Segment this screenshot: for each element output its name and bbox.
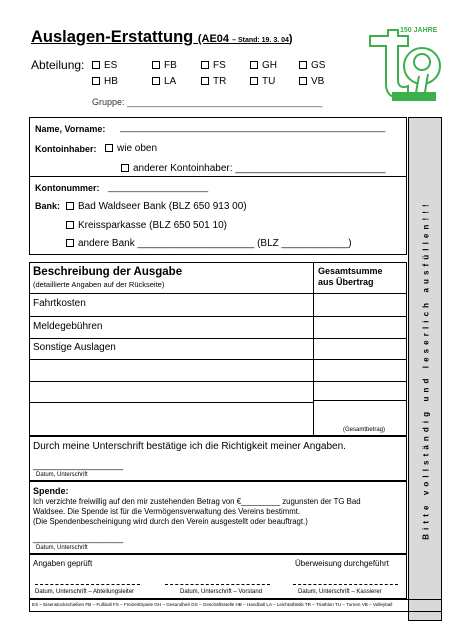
divider [29, 176, 407, 177]
blz-close: ) [348, 238, 352, 249]
gesamtbetrag-label: (Gesamtbetrag) [343, 427, 386, 433]
checkbox-icon [66, 239, 74, 247]
anderer-field: ___________________________ [235, 163, 386, 174]
sig-line-vorstand[interactable] [165, 584, 270, 585]
side-note-bar [408, 117, 442, 621]
logo-jahre: 150 JAHRE [400, 27, 438, 34]
checkbox-tu[interactable] [250, 76, 299, 87]
label-vb: VB [311, 76, 325, 87]
checkbox-bank1[interactable] [66, 201, 247, 212]
name-field[interactable]: _____________________________________________________ [120, 122, 386, 132]
checkbox-icon [299, 77, 307, 85]
kontonummer-label: Kontonummer: [35, 183, 100, 193]
gruppe-line: _______________________________________ [127, 97, 323, 107]
checkbox-icon [299, 61, 307, 69]
amount-gesamt[interactable] [315, 401, 405, 435]
checkbox-vb[interactable] [299, 76, 348, 87]
label-gh: GH [262, 60, 277, 71]
row-divider [29, 381, 407, 382]
spende-line-3: (Die Spendenbescheinigung wird durch den Verein ausgestellt oder beauftragt.) [33, 517, 308, 526]
label-hb: HB [104, 76, 118, 87]
label-fs: FS [213, 60, 226, 71]
wie-oben-label: wie oben [117, 143, 158, 154]
label-la: LA [164, 76, 177, 87]
amount-meldegebuehren[interactable] [315, 317, 405, 337]
label-tu: TU [262, 76, 276, 87]
kontoinhaber-label: Kontoinhaber: [35, 144, 97, 154]
row-fahrtkosten: Fahrtkosten [33, 298, 86, 309]
checkbox-la[interactable] [152, 76, 201, 87]
code-close: ) [288, 33, 293, 45]
beschreibung-subtitle: (detaillierte Angaben auf der Rückseite) [33, 280, 165, 289]
bank3-label: andere Bank [78, 238, 135, 249]
checkbox-wie-oben[interactable] [105, 143, 157, 154]
row-sonstige: Sonstige Auslagen [33, 342, 116, 353]
checkbox-es[interactable] [92, 60, 152, 71]
row-divider [29, 402, 314, 403]
abteilung-row-2 [92, 76, 392, 87]
checkbox-icon [201, 77, 209, 85]
checkbox-fs[interactable] [201, 60, 250, 71]
gruppe-field[interactable] [92, 97, 322, 107]
checkbox-fb[interactable] [152, 60, 201, 71]
blz-label: (BLZ [257, 238, 279, 249]
gruppe-label: Gruppe: [92, 97, 125, 107]
bank1-label: Bad Waldseer Bank (BLZ 650 913 00) [78, 201, 247, 212]
checkbox-hb[interactable] [92, 76, 152, 87]
checkbox-icon [250, 61, 258, 69]
spende-line-1: Ich verzichte freiwillig auf den mir zustehenden Betrag von €_________ zugunsten der TG Bad [33, 497, 361, 506]
form-title [31, 28, 293, 47]
checkbox-tr[interactable] [201, 76, 250, 87]
label-fb: FB [164, 60, 177, 71]
abteilung-label: Abteilung: [31, 58, 85, 72]
bestaetigung-text: Durch meine Unterschrift bestätige ich die Richtigkeit meiner Angaben. [33, 441, 346, 452]
sig-label-vorstand: Datum, Unterschrift – Vorstand [180, 589, 263, 595]
sig-line-abteilungsleiter[interactable] [35, 584, 140, 585]
checkbox-icon [250, 77, 258, 85]
anderer-label: anderer Kontoinhaber: [133, 163, 233, 174]
checkbox-icon [201, 61, 209, 69]
bank-label: Bank: [35, 201, 61, 211]
sig-label-kassierer: Datum, Unterschrift – Kassierer [298, 589, 382, 595]
title-code [198, 33, 293, 45]
department-legend: ES – Eisenstockschießen FB – Fußball FS – Freizeit/Spiele GH – Gesundheit GS – Geschäftsstelle HB – Handball LA – Leichtathletik TR – Triathlon TU – Turnen VB – Volleyball [32, 602, 393, 607]
uebertrag-label: aus Übertrag [318, 277, 374, 287]
spende-sig-label: Datum, Unterschrift [36, 545, 88, 551]
abteilung-row-1 [92, 60, 392, 71]
spende-title: Spende: [33, 486, 69, 496]
bestaetigung-sig-line[interactable]: __________________ [33, 460, 124, 470]
spende-sig-line[interactable]: __________________ [33, 533, 124, 543]
checkbox-icon [121, 164, 129, 172]
bestaetigung-sig-label: Datum, Unterschrift [36, 472, 88, 478]
checkbox-icon [105, 144, 113, 152]
checkbox-anderer[interactable] [121, 163, 385, 174]
title-text: Auslagen-Erstattung [31, 28, 194, 46]
gesamt-label: Gesamtsumme [318, 266, 383, 276]
checkbox-icon [92, 61, 100, 69]
sig-line-kassierer[interactable] [293, 584, 398, 585]
checkbox-bank3[interactable] [66, 238, 352, 249]
checkbox-icon [66, 221, 74, 229]
stand-date: – Stand: 19. 3. 04 [232, 37, 289, 44]
spende-line-2: Waldsee. Die Spende ist für die Vermögensverwaltung des Vereins bestimmt. [33, 507, 301, 516]
kontonummer-field[interactable]: ____________________ [108, 182, 209, 192]
blz-field: ____________ [281, 238, 349, 249]
bank3-field: _____________________ [137, 238, 255, 249]
side-note: Bitte vollständig und leserlich ausfüllen!!! [421, 200, 431, 540]
row-divider [29, 359, 407, 360]
bank2-label: Kreissparkasse (BLZ 650 501 10) [78, 220, 227, 231]
checkbox-gs[interactable] [299, 60, 348, 71]
name-label: Name, Vorname: [35, 124, 106, 134]
checkbox-icon [152, 77, 160, 85]
amount-fahrtkosten[interactable] [315, 294, 405, 314]
column-divider [313, 262, 314, 436]
checkbox-bank2[interactable] [66, 220, 227, 231]
checkbox-gh[interactable] [250, 60, 299, 71]
checkbox-icon [92, 77, 100, 85]
label-es: ES [104, 60, 118, 71]
label-gs: GS [311, 60, 326, 71]
checkbox-icon [66, 202, 74, 210]
amount-sonstige[interactable] [315, 339, 405, 358]
sig-label-abteilungsleiter: Datum, Unterschrift – Abteilungsleiter [35, 589, 135, 595]
ueberweisung-label: Überweisung durchgeführt [295, 559, 389, 568]
checkbox-icon [152, 61, 160, 69]
geprueft-label: Angaben geprüft [33, 559, 93, 568]
beschreibung-title: Beschreibung der Ausgabe [33, 266, 183, 278]
row-meldegebuehren: Meldegebühren [33, 321, 103, 332]
label-tr: TR [213, 76, 227, 87]
code: (AE04 [197, 33, 230, 45]
